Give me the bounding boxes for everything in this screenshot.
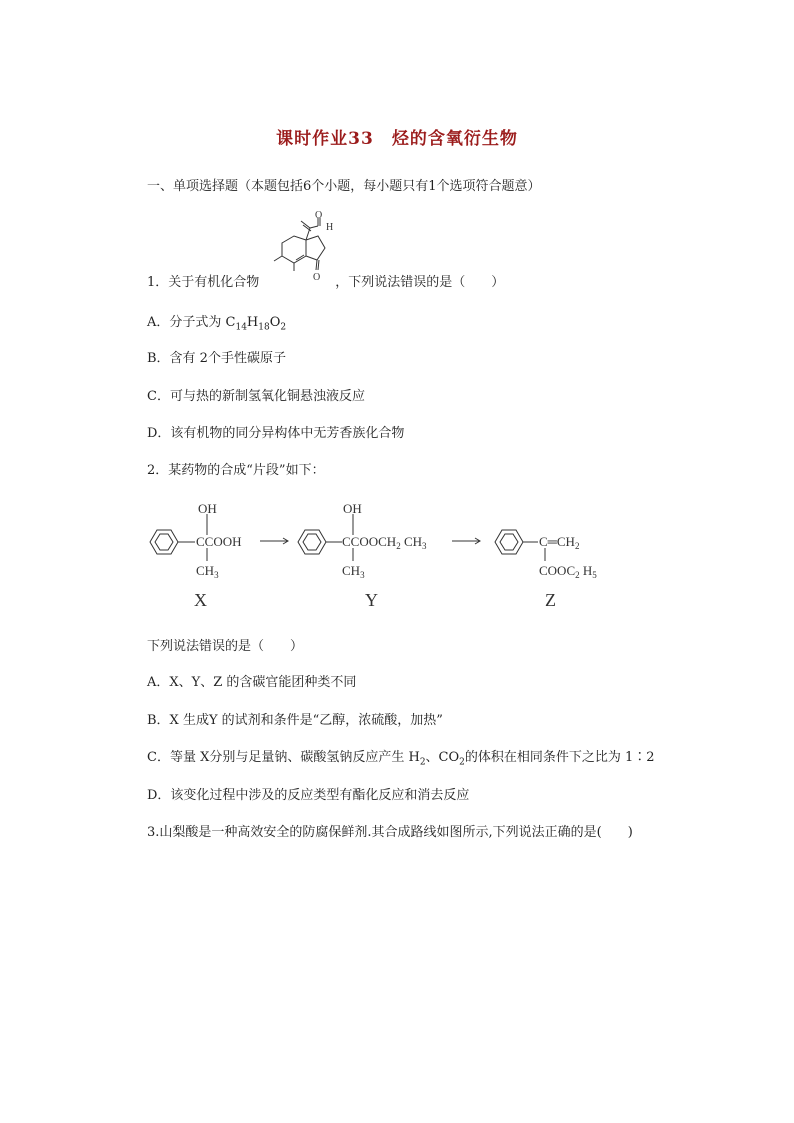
label-x: X	[194, 590, 207, 610]
q1-molecule-structure	[270, 210, 350, 288]
q2-option-c: C．等量 X分别与足量钠、碳酸氢钠反应产生 $H_2$、$CO_2$的体积在相同条件下之比为 1∶2	[147, 750, 655, 768]
mol1-h: H	[326, 222, 334, 233]
mol1-o-bottom: O	[313, 272, 321, 283]
q1-option-a: A．分子式为 $C_{14}H_{18}O_2$	[147, 315, 287, 333]
label-z: Z	[545, 590, 556, 610]
question-3-stem: 3.山梨酸是一种高效安全的防腐保鲜剂.其合成路线如图所示,下列说法正确的是( )	[147, 825, 633, 840]
q2-reaction-scheme	[140, 495, 640, 615]
q1-stem-before: 1．关于有机化合物	[147, 275, 260, 290]
mol1-o-top: O	[315, 210, 323, 221]
z-group: $C═CH_2$	[539, 534, 580, 551]
x-ch3: $CH_3$	[196, 563, 219, 580]
q1-option-b: B．含有 2个手性碳原子	[147, 351, 286, 366]
label-y: Y	[365, 590, 378, 610]
question-2-stem: 2．某药物的合成“片段”如下：	[147, 463, 325, 478]
z-ester: $COOC_2$ $H_5$	[539, 563, 597, 580]
section-heading: 一、单项选择题（本题包括6个小题，每小题只有1个选项符合题意）	[147, 179, 541, 194]
x-oh: OH	[198, 501, 217, 516]
q2-option-b: B．X 生成Y 的试剂和条件是“乙醇，浓硫酸，加热”	[147, 713, 443, 728]
q1-option-d: D．该有机物的同分异构体中无芳香族化合物	[147, 426, 405, 441]
page-title: 课时作业33 烃的含氧衍生物	[276, 129, 518, 149]
y-oh: OH	[343, 501, 362, 516]
q1-option-c: C．可与热的新制氢氧化铜悬浊液反应	[147, 389, 365, 404]
q2-option-d: D．该变化过程中涉及的反应类型有酯化反应和消去反应	[147, 788, 470, 803]
q1-stem-after: ，下列说法错误的是（ ）	[335, 275, 505, 290]
q2-sub-stem: 下列说法错误的是（ ）	[147, 639, 304, 654]
q2-option-a: A．X、Y、Z 的含碳官能团种类不同	[147, 675, 357, 690]
x-group: CCOOH	[196, 534, 242, 549]
y-group: $CCOOCH_2$ $CH_3$	[342, 534, 427, 551]
y-ch3: $CH_3$	[342, 563, 365, 580]
